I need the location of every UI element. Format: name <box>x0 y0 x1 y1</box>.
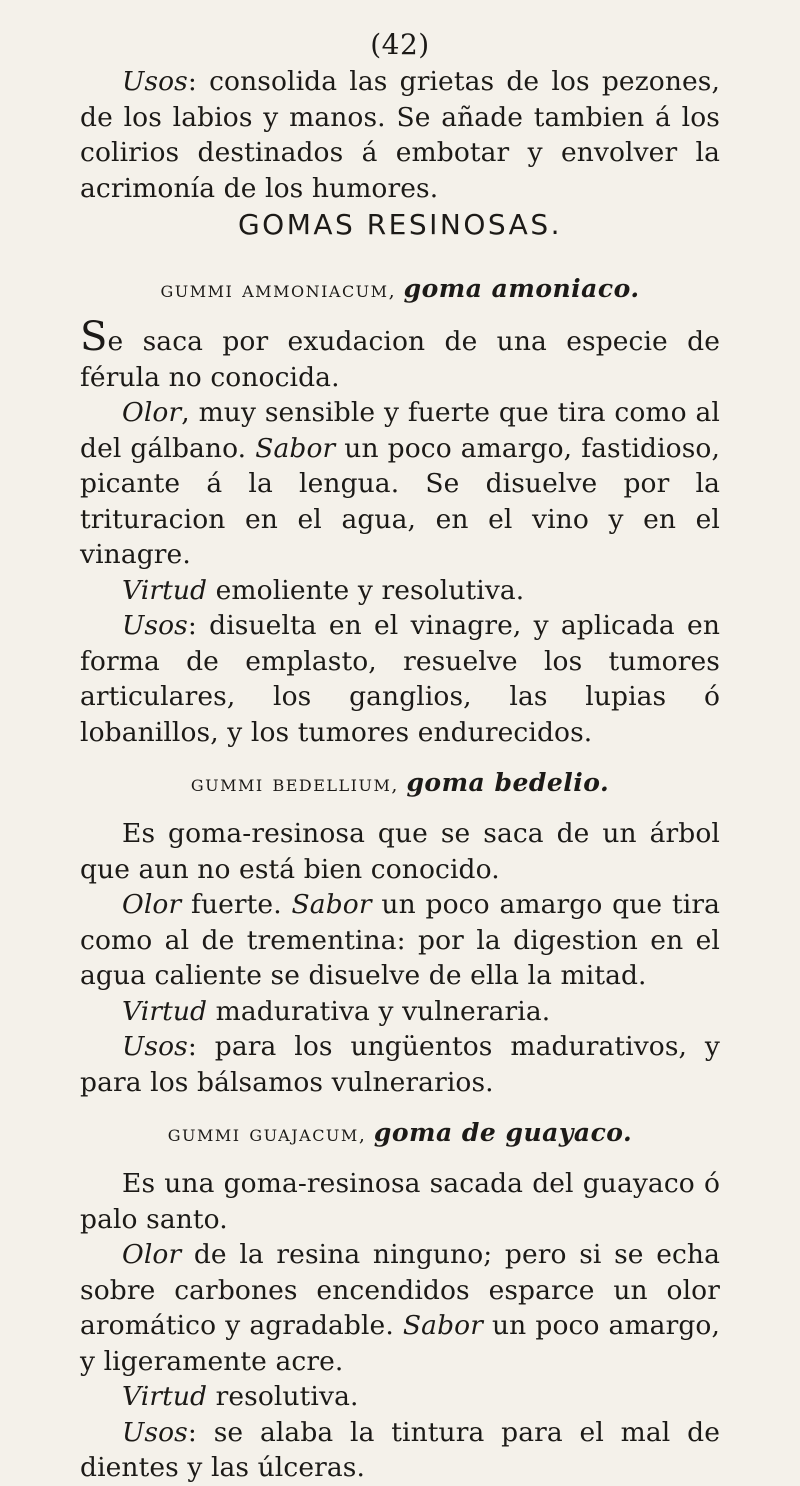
latin-name: gummi bedellium <box>190 771 392 797</box>
vernacular-name: goma de guayaco. <box>373 1118 633 1147</box>
olor-text: fuerte. <box>181 889 282 920</box>
sabor-text: un poco amargo que tira como al de trementina: por la digestion en el agua caliente se disuelve de ella la mitad. <box>80 889 720 991</box>
virtud-text: emoliente y resolutiva. <box>207 574 525 606</box>
drop-cap: S <box>80 314 108 360</box>
usos-text: : consolida las grietas de los pezones, de los labios y manos. Se añade tambien á los colirios destinados á embotar y envolver la acrimonía de los humores. <box>80 66 720 204</box>
virtud-label: Virtud <box>122 1381 208 1412</box>
usos-label: Usos <box>122 66 188 97</box>
vernacular-name: goma bedelio. <box>406 768 610 797</box>
virtud-label: Virtud <box>122 995 208 1027</box>
heading-separator: , <box>358 1124 374 1146</box>
entry-description: Es una goma-resinosa sacada del guayaco ó palo santo. <box>80 1168 720 1235</box>
olor-paragraph <box>80 1237 720 1379</box>
sabor-label: Sabor <box>291 889 372 920</box>
usos-paragraph <box>80 1415 720 1486</box>
usos-paragraph <box>80 1029 720 1100</box>
entry-description: Es goma-resinosa que se saca de un árbol que aun no está bien conocido. <box>80 818 720 885</box>
intro-paragraph <box>80 64 720 206</box>
latin-name: gummi ammoniacum <box>160 277 389 303</box>
latin-name: gummi guajacum <box>167 1121 359 1147</box>
usos-label: Usos <box>122 610 188 641</box>
virtud-paragraph <box>80 994 720 1030</box>
heading-separator: , <box>391 774 407 796</box>
usos-text: : se alaba la tintura para el mal de dientes y las úlceras. <box>80 1416 720 1483</box>
virtud-paragraph <box>80 573 720 609</box>
page-number: (42) <box>370 28 430 61</box>
olor-label: Olor <box>122 397 182 428</box>
olor-label: Olor <box>122 889 182 920</box>
entry-gummi-bedellium <box>80 768 720 1100</box>
olor-text: de la resina ninguno; pero si se echa sobre carbones encendidos esparce un olor aromático y agradable. <box>80 1239 720 1341</box>
sabor-label: Sabor <box>255 432 336 464</box>
olor-paragraph <box>80 887 720 994</box>
sabor-text: un poco amargo, y ligeramente acre. <box>80 1310 720 1377</box>
entry-heading <box>80 274 720 306</box>
vernacular-name: goma amoniaco. <box>403 274 640 303</box>
description-text: e saca por exudacion de una especie de férula no conocida. <box>80 326 720 393</box>
heading-separator: , <box>388 280 404 302</box>
usos-text: : disuelta en el vinagre, y aplicada en forma de emplasto, resuelve los tumores articulares, los ganglios, las lupias ó lobanillos, y los tumores endurecidos. <box>80 610 720 748</box>
usos-label: Usos <box>122 1416 188 1448</box>
entry-description <box>80 314 720 395</box>
entry-gummi-guajacum <box>80 1118 720 1486</box>
section-title: GOMAS RESINOSAS. <box>237 208 562 241</box>
sabor-text: un poco amargo, fastidioso, picante á la lengua. Se disuelve por la trituracion en el agua, en el vino y en el vinagre. <box>80 432 720 570</box>
entry-heading <box>80 1118 720 1150</box>
virtud-text: resolutiva. <box>207 1381 359 1412</box>
virtud-text: madurativa y vulneraria. <box>207 995 551 1027</box>
olor-paragraph <box>80 395 720 573</box>
virtud-label: Virtud <box>122 574 208 606</box>
virtud-paragraph <box>80 1379 720 1415</box>
usos-label: Usos <box>122 1031 188 1062</box>
entry-gummi-ammoniacum <box>80 274 720 750</box>
usos-paragraph <box>80 608 720 750</box>
usos-text: : para los ungüentos madurativos, y para los bálsamos vulnerarios. <box>80 1031 720 1098</box>
entry-heading <box>80 768 720 800</box>
olor-text: , muy sensible y fuerte que tira como al del gálbano. <box>80 397 720 464</box>
olor-label: Olor <box>122 1239 182 1270</box>
sabor-label: Sabor <box>402 1310 483 1341</box>
